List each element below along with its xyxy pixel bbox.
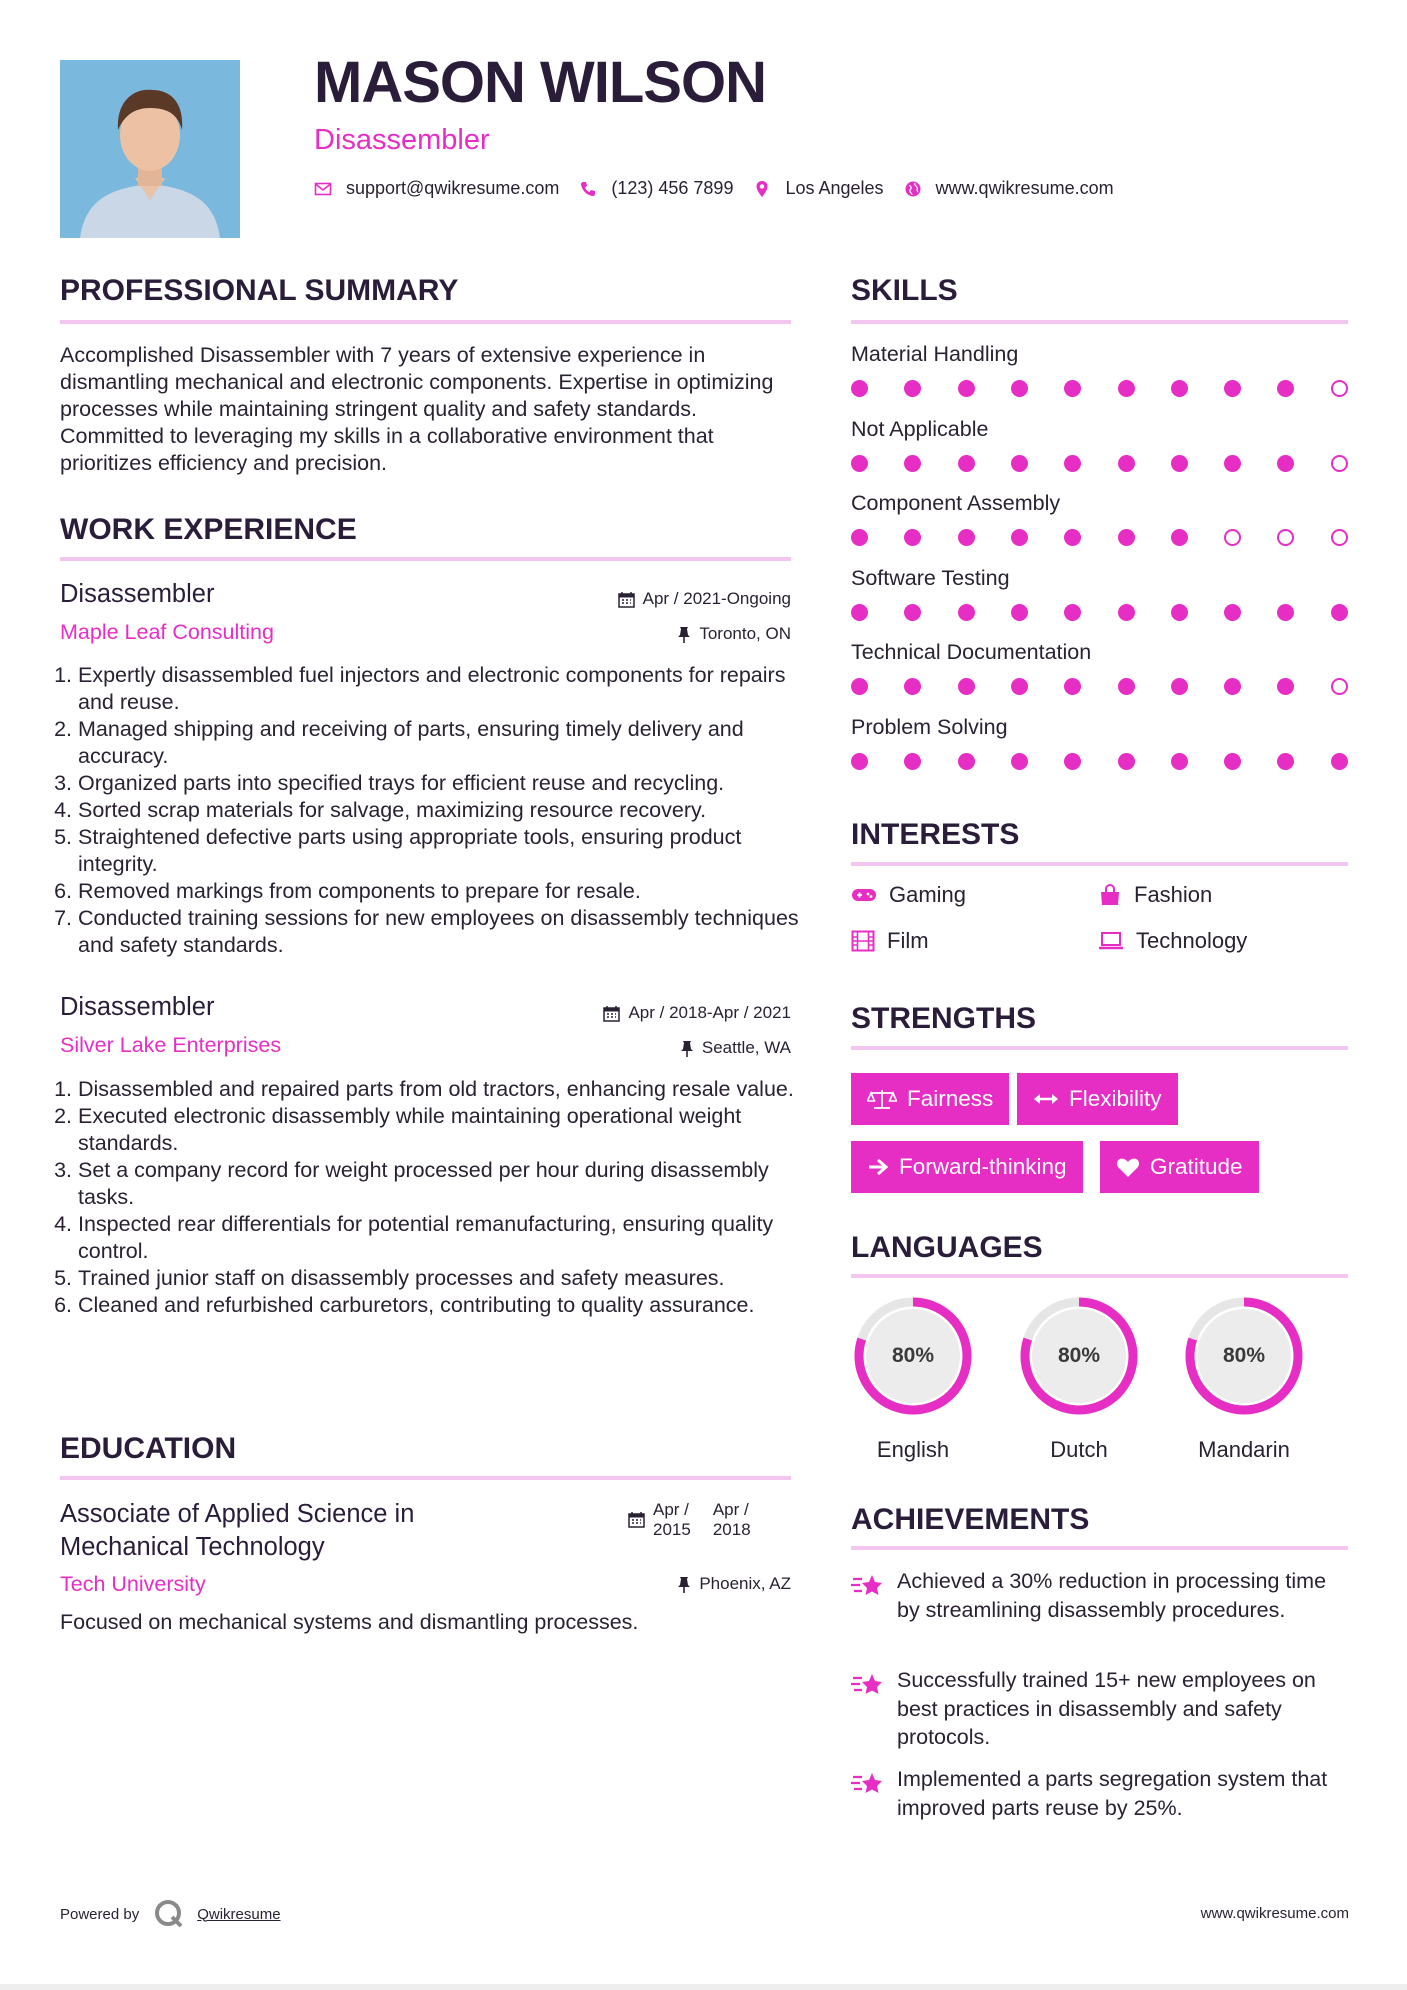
balance-scale-icon: [867, 1088, 897, 1110]
education-end-month: Apr /: [712, 1500, 749, 1519]
job-dates-text: Apr / 2021-Ongoing: [642, 589, 791, 608]
rating-dot-filled: [1277, 455, 1294, 472]
list-item: 3. Set a company record for weight processed per hour during disassembly tasks.: [78, 1157, 800, 1211]
skill-rating: [851, 602, 1348, 622]
calendar-icon: [618, 591, 635, 608]
list-item: 1. Disassembled and repaired parts from old tractors, enhancing resale value.: [78, 1076, 800, 1103]
rating-dot-empty: [1331, 380, 1348, 397]
contact-email[interactable]: [314, 178, 559, 199]
shooting-star-icon: [851, 1769, 885, 1799]
skill-rating: [851, 751, 1348, 771]
rating-dot-filled: [1011, 753, 1028, 770]
rating-dot-filled: [904, 678, 921, 695]
rating-dot-filled: [1277, 678, 1294, 695]
achievement-text: Successfully trained 15+ new employees on best practices in disassembly and safety protocols.: [897, 1668, 1316, 1749]
gamepad-icon: [851, 885, 877, 905]
education-end: [713, 1500, 751, 1540]
rating-dot-filled: [1171, 529, 1188, 546]
rating-dot-filled: [958, 753, 975, 770]
rating-dot-filled: [1277, 604, 1294, 621]
list-item: 4. Inspected rear differentials for potential remanufacturing, ensuring quality control.: [78, 1211, 800, 1265]
shooting-star-icon: [851, 1670, 885, 1700]
skill-name: Not Applicable: [851, 416, 989, 441]
summary-rule: [60, 320, 791, 324]
list-item: 7. Conducted training sessions for new employees on disassembly techniques and safety standards.: [78, 905, 800, 959]
achievement-item: [851, 1765, 1351, 1822]
rating-dot-filled: [1171, 678, 1188, 695]
job-bullets: [60, 1076, 800, 1319]
rating-dot-filled: [1064, 604, 1081, 621]
language-percent: 80%: [891, 1344, 935, 1367]
rating-dot-filled: [1118, 678, 1135, 695]
contact-website-text: www.qwikresume.com: [935, 178, 1114, 198]
education-start: [653, 1500, 691, 1540]
pushpin-icon: [677, 626, 691, 643]
language-item: [1182, 1294, 1306, 1463]
rating-dot-filled: [1331, 753, 1348, 770]
rating-dot-filled: [851, 455, 868, 472]
strength-gratitude: [1100, 1141, 1259, 1193]
rating-dot-filled: [1011, 604, 1028, 621]
language-item: [851, 1294, 975, 1463]
list-item: 4. Sorted scrap materials for salvage, maximizing resource recovery.: [78, 797, 800, 824]
job-company: Silver Lake Enterprises: [60, 1033, 282, 1057]
rating-dot-filled: [904, 455, 921, 472]
education-end-year: 2018: [712, 1520, 751, 1539]
skills-heading: SKILLS: [851, 274, 958, 307]
skill-rating: [851, 453, 1348, 473]
rating-dot-empty: [1331, 678, 1348, 695]
film-icon: [851, 930, 875, 952]
footer-url[interactable]: www.qwikresume.com: [1200, 1905, 1349, 1922]
experience-rule: [60, 557, 791, 561]
list-item: 2. Managed shipping and receiving of parts, ensuring timely delivery and accuracy.: [78, 716, 800, 770]
degree-line-2: Mechanical Technology: [60, 1533, 325, 1561]
summary-heading: PROFESSIONAL SUMMARY: [60, 274, 459, 307]
rating-dot-filled: [1224, 455, 1241, 472]
pushpin-icon: [677, 1576, 691, 1593]
rating-dot-filled: [1064, 380, 1081, 397]
skills-rule: [851, 320, 1348, 324]
education-location: [677, 1574, 791, 1594]
shopping-bag-icon: [1098, 884, 1122, 906]
achievement-text: Implemented a parts segregation system that improved parts reuse by 25%.: [897, 1767, 1328, 1820]
skill-name: Problem Solving: [851, 715, 1008, 739]
list-item: 1. Expertly disassembled fuel injectors and electronic components for repairs and reuse.: [78, 662, 800, 716]
rating-dot-filled: [1118, 604, 1135, 621]
education-start-month: Apr /: [653, 1500, 689, 1519]
rating-dot-empty: [1224, 529, 1241, 546]
language-percent: 80%: [1222, 1344, 1266, 1367]
contact-phone-text: (123) 456 7899: [611, 178, 734, 198]
interest-label: Gaming: [889, 882, 967, 907]
heart-icon: [1116, 1157, 1140, 1178]
degree-title: [60, 1498, 414, 1564]
rating-dot-filled: [1011, 678, 1028, 695]
skill-name: Software Testing: [851, 565, 1010, 590]
arrow-right-icon: [867, 1157, 889, 1177]
achievements-rule: [851, 1546, 1348, 1550]
strength-label: Fairness: [907, 1086, 994, 1111]
job-dates: [618, 589, 791, 609]
rating-dot-filled: [1224, 753, 1241, 770]
interests-heading: INTERESTS: [851, 818, 1020, 851]
laptop-icon: [1098, 931, 1124, 951]
strength-flexibility: [1017, 1073, 1178, 1125]
summary-text: Accomplished Disassembler with 7 years of extensive experience in dismantling mechanical and electronic components. Expertise in optimizing processes while maintaining stringent quality and safety standards. Committed to leveraging my skills in a collaborative environment that prioritizes efficiency and precision.: [60, 343, 774, 475]
list-item: 2. Executed electronic disassembly while maintaining operational weight standards.: [78, 1103, 800, 1157]
rating-dot-filled: [958, 380, 975, 397]
powered-by-text: Powered by: [60, 1905, 140, 1923]
skill-name: Component Assembly: [851, 491, 1061, 516]
arrows-horizontal-icon: [1033, 1091, 1059, 1107]
job-title: Disassembler: [60, 993, 215, 1021]
rating-dot-empty: [1331, 529, 1348, 546]
rating-dot-filled: [958, 604, 975, 621]
language-percent: 80%: [1057, 1344, 1101, 1367]
job-location: [680, 1038, 791, 1058]
skill-rating: [851, 676, 1348, 696]
rating-dot-filled: [1011, 380, 1028, 397]
calendar-icon: [628, 1511, 645, 1528]
school-name: Tech University: [60, 1572, 206, 1596]
rating-dot-filled: [1064, 753, 1081, 770]
rating-dot-filled: [904, 380, 921, 397]
contact-website[interactable]: [904, 178, 1114, 199]
education-location-text: Phoenix, AZ: [699, 1574, 791, 1593]
achievement-item: [851, 1567, 1351, 1624]
footer-powered-by: [60, 1898, 281, 1930]
rating-dot-filled: [1171, 455, 1188, 472]
rating-dot-empty: [1277, 529, 1294, 546]
bottom-bar: [0, 1984, 1407, 1990]
rating-dot-filled: [904, 604, 921, 621]
skill-name: Material Handling: [851, 342, 1019, 366]
rating-dot-filled: [1331, 604, 1348, 621]
globe-icon: [904, 180, 922, 198]
list-item: 5. Straightened defective parts using appropriate tools, ensuring product integrity.: [78, 824, 800, 878]
strengths-heading: STRENGTHS: [851, 1002, 1037, 1035]
languages-rule: [851, 1274, 1348, 1278]
list-item: 6. Removed markings from components to prepare for resale.: [78, 878, 800, 905]
interest-label: Technology: [1136, 928, 1248, 953]
language-name: English: [876, 1437, 950, 1462]
rating-dot-filled: [958, 529, 975, 546]
education-description: Focused on mechanical systems and dismantling processes.: [60, 1610, 639, 1634]
achievement-item: [851, 1666, 1351, 1752]
list-item: 3. Organized parts into specified trays for efficient reuse and recycling.: [78, 770, 800, 797]
job-company: Maple Leaf Consulting: [60, 620, 274, 644]
rating-dot-filled: [851, 529, 868, 546]
rating-dot-filled: [1011, 455, 1028, 472]
education-heading: EDUCATION: [60, 1432, 237, 1465]
pushpin-icon: [680, 1040, 694, 1057]
strength-fairness: [851, 1073, 1009, 1125]
candidate-name: MASON WILSON: [314, 50, 766, 115]
interest-film: [851, 928, 929, 954]
rating-dot-filled: [1277, 753, 1294, 770]
map-pin-icon: [753, 180, 771, 198]
interest-technology: [1098, 928, 1247, 954]
rating-dot-filled: [1118, 529, 1135, 546]
language-name: Dutch: [1050, 1437, 1108, 1462]
rating-dot-filled: [1118, 753, 1135, 770]
contact-location-text: Los Angeles: [785, 178, 884, 198]
rating-dot-filled: [1171, 604, 1188, 621]
calendar-icon: [603, 1005, 620, 1022]
strength-label: Gratitude: [1150, 1154, 1243, 1179]
skill-name: Technical Documentation: [851, 640, 1092, 665]
contact-row: [314, 178, 1134, 199]
rating-dot-filled: [1118, 455, 1135, 472]
achievements-heading: ACHIEVEMENTS: [851, 1503, 1090, 1536]
rating-dot-empty: [1331, 455, 1348, 472]
contact-location: [753, 178, 883, 199]
rating-dot-filled: [958, 455, 975, 472]
list-item: 5. Trained junior staff on disassembly processes and safety measures.: [78, 1265, 800, 1292]
language-name: Mandarin: [1198, 1437, 1290, 1462]
strength-label: Flexibility: [1069, 1086, 1162, 1111]
rating-dot-filled: [1171, 753, 1188, 770]
rating-dot-filled: [1064, 678, 1081, 695]
rating-dot-filled: [1224, 604, 1241, 621]
interest-label: Film: [887, 928, 929, 953]
strength-forward-thinking: [851, 1141, 1083, 1193]
education-dates: [628, 1500, 751, 1540]
profile-photo: [60, 60, 240, 238]
rating-dot-filled: [1171, 380, 1188, 397]
envelope-icon: [314, 180, 332, 198]
rating-dot-filled: [1224, 380, 1241, 397]
interests-rule: [851, 862, 1348, 866]
achievement-text: Achieved a 30% reduction in processing time by streamlining disassembly procedures.: [897, 1569, 1327, 1622]
job-location-text: Seattle, WA: [701, 1038, 791, 1057]
contact-phone[interactable]: [579, 178, 733, 199]
job-bullets: [60, 662, 800, 959]
rating-dot-filled: [904, 753, 921, 770]
interest-fashion: [1098, 882, 1212, 908]
rating-dot-filled: [851, 380, 868, 397]
rating-dot-filled: [1064, 529, 1081, 546]
rating-dot-filled: [851, 604, 868, 621]
rating-dot-filled: [1224, 678, 1241, 695]
job-title: Disassembler: [60, 580, 215, 608]
job-location-text: Toronto, ON: [699, 624, 791, 643]
language-item: [1017, 1294, 1141, 1463]
strength-label: Forward-thinking: [899, 1154, 1067, 1179]
shooting-star-icon: [851, 1571, 885, 1601]
rating-dot-filled: [1011, 529, 1028, 546]
rating-dot-filled: [1277, 380, 1294, 397]
degree-line-1: Associate of Applied Science in: [60, 1500, 415, 1528]
contact-email-text: support@qwikresume.com: [346, 178, 560, 198]
list-item: 6. Cleaned and refurbished carburetors, contributing to quality assurance.: [78, 1292, 800, 1319]
rating-dot-filled: [851, 753, 868, 770]
education-start-year: 2015: [653, 1520, 691, 1539]
interest-gaming: [851, 882, 966, 908]
candidate-title: Disassembler: [314, 124, 490, 156]
strengths-rule: [851, 1046, 1348, 1050]
job-location: [677, 624, 791, 644]
brand-link[interactable]: Qwikresume: [197, 1905, 281, 1923]
skill-rating: [851, 527, 1348, 547]
job-dates: [603, 1003, 791, 1023]
experience-heading: WORK EXPERIENCE: [60, 513, 357, 546]
qwikresume-logo-icon: [153, 1898, 185, 1930]
job-dates-text: Apr / 2018-Apr / 2021: [628, 1003, 791, 1022]
rating-dot-filled: [1064, 455, 1081, 472]
rating-dot-filled: [851, 678, 868, 695]
rating-dot-filled: [1118, 380, 1135, 397]
education-rule: [60, 1476, 791, 1480]
interest-label: Fashion: [1134, 882, 1213, 907]
phone-icon: [579, 180, 597, 198]
rating-dot-filled: [958, 678, 975, 695]
languages-heading: LANGUAGES: [851, 1231, 1043, 1264]
skill-rating: [851, 378, 1348, 398]
rating-dot-filled: [904, 529, 921, 546]
